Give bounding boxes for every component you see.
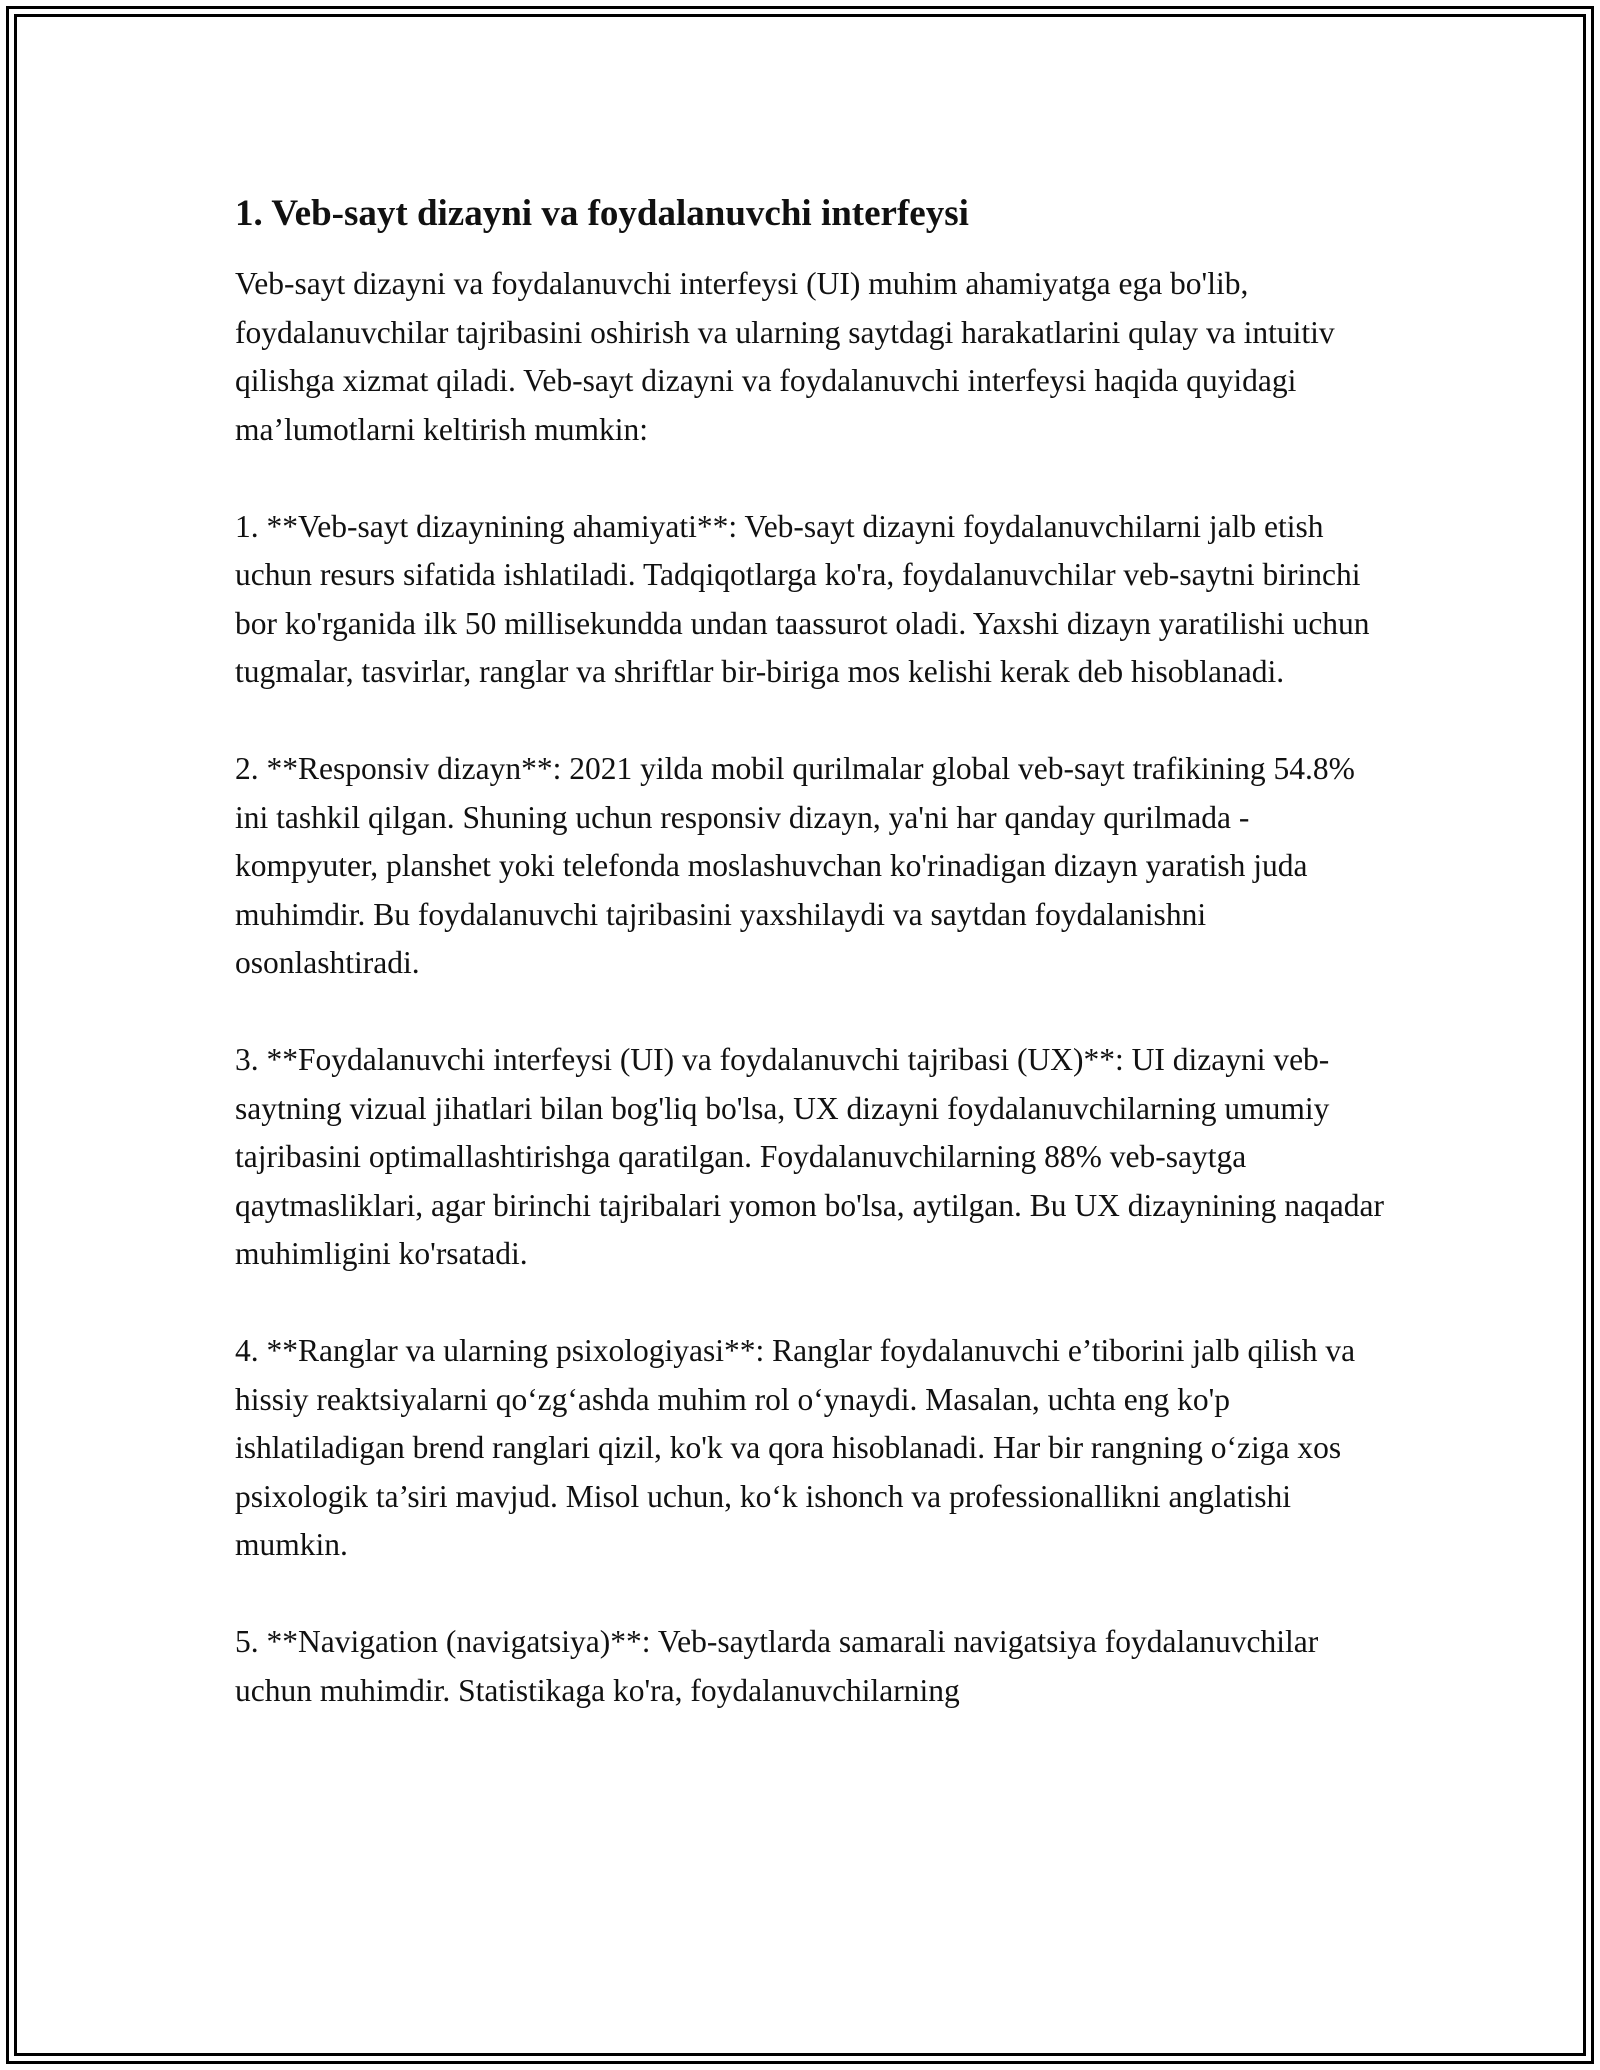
paragraph-design-importance: 1. **Veb-sayt dizaynining ahamiyati**: Veb-sayt dizayni foydalanuvchilarni jalb etish uchun resurs sifatida ishlatiladi. Tadqiqotlarga ko'ra, foydalanuvchilar veb-saytni birinchi bor ko'rganida ilk 50 millisekundda undan taassurot oladi. Yaxshi dizayn yaratilishi uchun tugmalar, tasvirlar, ranglar va shriftlar bir-biriga mos kelishi kerak deb hisoblanadi. bbox=[235, 508, 1370, 689]
paragraph-responsive-design: 2. **Responsiv dizayn**: 2021 yilda mobil qurilmalar global veb-sayt trafikining 54.8% ini tashkil qilgan. Shuning uchun responsiv dizayn, ya'ni har qanday qurilmada - kompyuter, planshet yoki telefonda moslashuvchan ko'rinadigan dizayn yaratish juda muhimdir. Bu foydalanuvchi tajribasini yaxshilaydi va saytdan foydalanishni osonlashtiradi. bbox=[235, 751, 1355, 980]
paragraph-color-psychology: 4. **Ranglar va ularning psixologiyasi**: Ranglar foydalanuvchi e’tiborini jalb qilish va hissiy reaktsiyalarni qo‘zg‘ashda muhim rol o‘ynaydi. Masalan, uchta eng ko'p ishlatiladigan brend ranglari qizil, ko'k va qora hisoblanadi. Har bir rangning o‘ziga xos psixologik ta’siri mavjud. Misol uchun, ko‘k ishonch va professionallikni anglatishi mumkin. bbox=[235, 1333, 1356, 1562]
section-heading: 1. Veb-sayt dizayni va foydalanuvchi interfeysi bbox=[235, 193, 969, 234]
document-body bbox=[235, 190, 1385, 1764]
paragraph-ui-ux: 3. **Foydalanuvchi interfeysi (UI) va foydalanuvchi tajribasi (UX)**: UI dizayni veb-saytning vizual jihatlari bilan bog'liq bo'lsa, UX dizayni foydalanuvchilarning umumiy tajribasini optimallashtirishga qaratilgan. Foydalanuvchilarning 88% veb-saytga qaytmasliklari, agar birinchi tajribalari yomon bo'lsa, aytilgan. Bu UX dizaynining naqadar muhimligini ko'rsatadi. bbox=[235, 1042, 1384, 1271]
paragraph-navigation: 5. **Navigation (navigatsiya)**: Veb-saytlarda samarali navigatsiya foydalanuvchilar uchun muhimdir. Statistikaga ko'ra, foydalanuvchilarning bbox=[235, 1624, 1319, 1708]
intro-paragraph: Veb-sayt dizayni va foydalanuvchi interfeysi (UI) muhim ahamiyatga ega bo'lib, foydalanuvchilar tajribasini oshirish va ularning saytdagi harakatlarini qulay va intuitiv qilishga xizmat qiladi. Veb-sayt dizayni va foydalanuvchi interfeysi haqida quyidagi ma’lumotlarni keltirish mumkin: bbox=[235, 266, 1335, 447]
